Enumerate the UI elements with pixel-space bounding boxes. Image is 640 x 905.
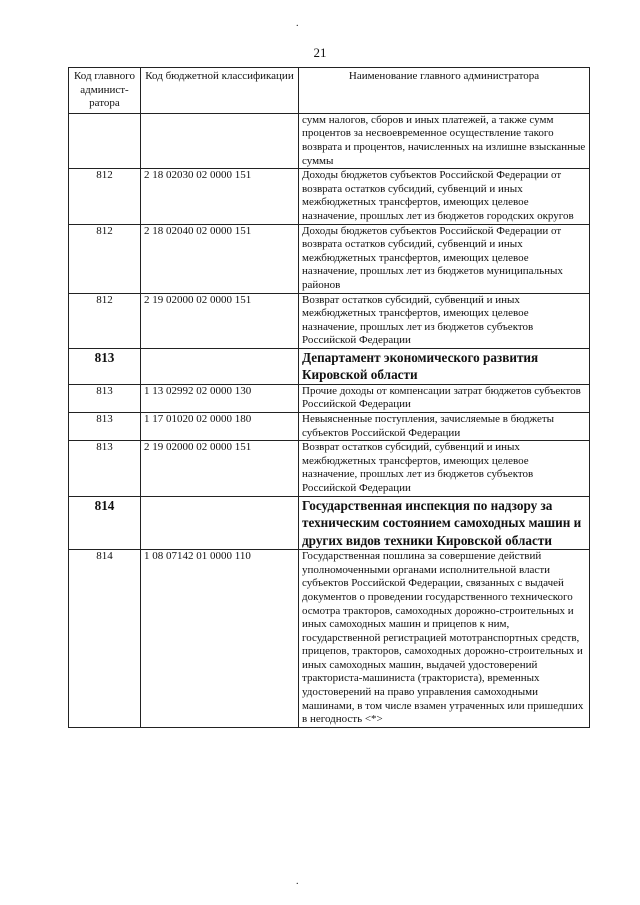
admin-code-cell: 813 [69,384,141,412]
budget-code-cell [141,113,299,168]
admin-name-cell: сумм налогов, сборов и иных платежей, а также сумм процентов за несвоевременное осуществление такого возврата и процентов, начисленных на излишне взысканные суммы [299,113,590,168]
budget-code-cell: 1 13 02992 02 0000 130 [141,384,299,412]
admin-name-cell: Доходы бюджетов субъектов Российской Федерации от возврата остатков субсидий, субвенций и иных межбюджетных трансфертов, имеющих целевое назначение, прошлых лет из бюджетов муниципальных районов [299,224,590,293]
budget-code-cell: 2 19 02000 02 0000 151 [141,441,299,496]
admin-code-cell: 813 [69,441,141,496]
admin-name-cell: Доходы бюджетов субъектов Российской Федерации от возврата остатков субсидий, субвенций и иных межбюджетных трансфертов, имеющих целевое назначение, прошлых лет из бюджетов городских округов [299,169,590,224]
budget-code-cell: 1 08 07142 01 0000 110 [141,550,299,728]
budget-code-cell: 2 19 02000 02 0000 151 [141,293,299,348]
admin-name-cell: Возврат остатков субсидий, субвенций и иных межбюджетных трансфертов, имеющих целевое назначение, прошлых лет из бюджетов субъектов Российской Федерации [299,441,590,496]
table-row [69,413,590,441]
admin-name-cell: Прочие доходы от компенсации затрат бюджетов субъектов Российской Федерации [299,384,590,412]
admin-name-cell: Государственная инспекция по надзору за техническим состоянием самоходных машин и других видов техники Кировской области [299,496,590,550]
admin-code-cell: 812 [69,224,141,293]
table-row [69,293,590,348]
admin-code-cell: 812 [69,293,141,348]
table-row [69,224,590,293]
table-row [69,384,590,412]
budget-code-cell: 2 18 02040 02 0000 151 [141,224,299,293]
admin-code-cell: 812 [69,169,141,224]
header-admin-code: Код главного админист-ратора [69,68,141,114]
header-budget-code: Код бюджетной классификации [141,68,299,114]
admin-name-cell: Возврат остатков субсидий, субвенций и иных межбюджетных трансфертов, имеющих целевое назначение, прошлых лет из бюджетов субъектов Российской Федерации [299,293,590,348]
table-row [69,169,590,224]
top-dot-mark: . [296,18,299,29]
bottom-dot-mark: . [296,876,299,887]
group-header-row [69,348,590,384]
admin-code-cell [69,113,141,168]
admin-code-cell: 813 [69,348,141,384]
budget-code-cell [141,496,299,550]
table-row [69,550,590,728]
admin-code-cell: 813 [69,413,141,441]
budget-code-cell: 2 18 02030 02 0000 151 [141,169,299,224]
table-row [69,113,590,168]
admin-name-cell: Департамент экономического развития Кировской области [299,348,590,384]
admin-name-cell: Государственная пошлина за совершение действий уполномоченными органами исполнительной власти субъектов Российской Федерации, связанных с выдачей документов о проведении государственного технического осмотра тракторов, самоходных дорожно-строительных и иных самоходных машин и прицепов к ним, государственной регистрацией мототранспортных средств, прицепов, тракторов, самоходных дорожно-строительных и иных самоходных машин, выдачей удостоверений тракториста-машиниста (тракториста), временных удостоверений на право управления самоходными машинами, в том числе взамен утраченных или пришедших в негодность <*> [299,550,590,728]
header-admin-name: Наименование главного администратора [299,68,590,114]
page-number: 21 [313,45,327,60]
budget-code-cell: 1 17 01020 02 0000 180 [141,413,299,441]
group-header-row [69,496,590,550]
budget-classification-table [68,67,590,728]
table-row [69,441,590,496]
admin-code-cell: 814 [69,550,141,728]
table-header-row [69,68,590,114]
admin-name-cell: Невыясненные поступления, зачисляемые в бюджеты субъектов Российской Федерации [299,413,590,441]
budget-code-cell [141,348,299,384]
admin-code-cell: 814 [69,496,141,550]
